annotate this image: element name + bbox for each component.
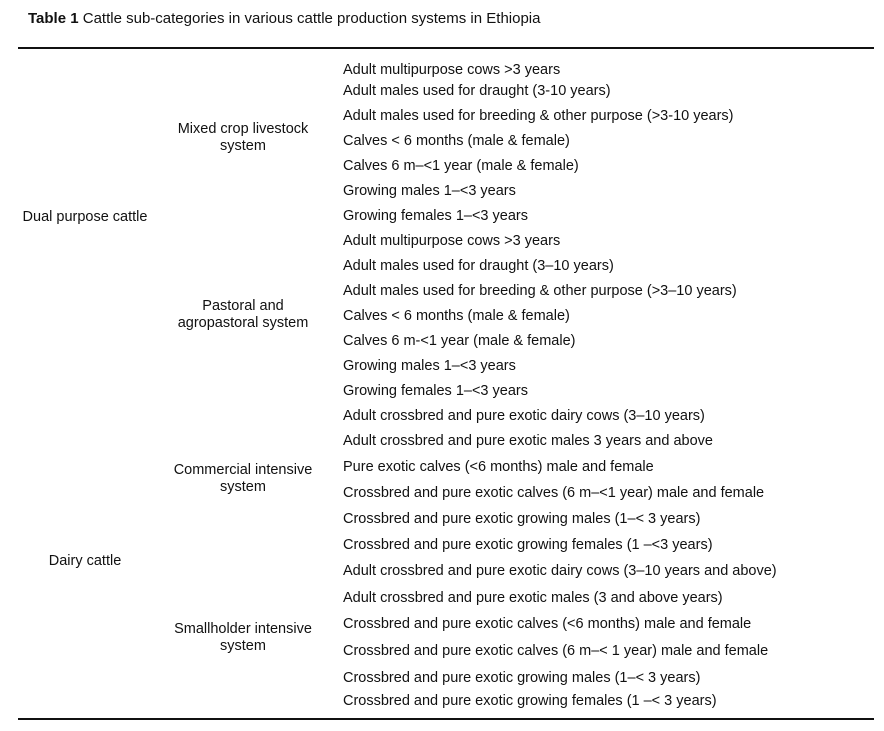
subcategory-item: Growing females 1–<3 years [343,208,528,224]
category-dual-purpose: Dual purpose cattle [22,209,148,225]
subcategory-item: Crossbred and pure exotic growing females (1 –< 3 years) [343,693,717,709]
subcategory-item: Adult males used for draught (3–10 years) [343,258,614,274]
subcategory-item: Adult crossbred and pure exotic dairy cows (3–10 years and above) [343,563,777,579]
table-title: Cattle sub-categories in various cattle production systems in Ethiopia [82,10,541,27]
category-dairy: Dairy cattle [48,553,122,569]
subcategory-item: Adult males used for draught (3-10 years) [343,83,611,99]
subcategory-item: Adult multipurpose cows >3 years [343,233,561,249]
subcategory-item: Crossbred and pure exotic calves (6 m–<1 year) male and female [343,485,765,501]
subcategory-item: Crossbred and pure exotic growing females (1 –<3 years) [343,537,713,553]
subcategory-item: Crossbred and pure exotic growing males (1–< 3 years) [343,670,701,686]
system-mixed-crop: Mixed crop livestock system [177,121,309,154]
subcategory-item: Pure exotic calves (<6 months) male and female [343,459,654,475]
subcategory-item: Adult crossbred and pure exotic males (3 and above years) [343,590,723,606]
subcategory-item: Growing males 1–<3 years [343,358,516,374]
table-caption [28,10,540,27]
subcategory-item: Crossbred and pure exotic calves (<6 months) male and female [343,616,752,632]
subcategory-item: Crossbred and pure exotic growing males (1–< 3 years) [343,511,701,527]
subcategory-item: Adult males used for breeding & other purpose (>3-10 years) [343,108,734,124]
subcategory-item: Crossbred and pure exotic calves (6 m–< 1 year) male and female [343,643,769,659]
system-commercial: Commercial intensive system [173,462,313,495]
top-rule [18,47,874,49]
system-smallholder: Smallholder intensive system [174,621,312,654]
subcategory-item: Calves 6 m-<1 year (male & female) [343,333,576,349]
subcategory-item: Calves < 6 months (male & female) [343,133,570,149]
subcategory-item: Growing females 1–<3 years [343,383,528,399]
subcategory-item: Calves 6 m–<1 year (male & female) [343,158,579,174]
subcategory-item: Adult crossbred and pure exotic dairy cows (3–10 years) [343,408,705,424]
bottom-rule [18,718,874,720]
subcategory-item: Growing males 1–<3 years [343,183,516,199]
subcategory-item: Adult males used for breeding & other purpose (>3–10 years) [343,283,737,299]
table-label: Table 1 [28,10,79,27]
subcategory-item: Calves < 6 months (male & female) [343,308,570,324]
system-pastoral: Pastoral and agropastoral system [177,298,309,331]
subcategory-item: Adult multipurpose cows >3 years [343,62,561,78]
subcategory-item: Adult crossbred and pure exotic males 3 years and above [343,433,713,449]
